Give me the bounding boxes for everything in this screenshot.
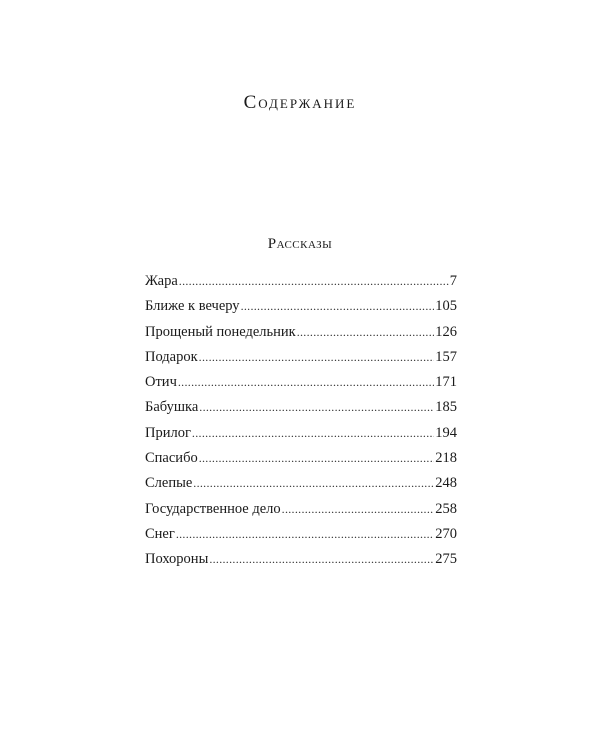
dot-leader [297, 320, 435, 345]
toc-entry-page: 185 [435, 399, 457, 416]
toc-entry [145, 446, 457, 471]
toc-entry-page: 218 [435, 450, 457, 467]
dot-leader [282, 497, 435, 522]
toc-entry-title: Прощеный понедельник [145, 323, 296, 340]
toc-entry [145, 497, 457, 522]
toc-entry-page: 7 [449, 273, 457, 289]
toc-entry-page: 270 [435, 525, 457, 542]
toc-entry-page: 126 [435, 323, 457, 340]
toc-entry-page: 275 [435, 551, 457, 568]
toc-entry-title: Отич [145, 374, 177, 391]
toc-entry-page: 194 [435, 424, 457, 441]
toc-entry-title: Жара [145, 273, 178, 289]
dot-leader [209, 547, 434, 572]
toc-entry-page: 248 [435, 475, 457, 492]
toc-entry-title: Слепые [145, 475, 193, 492]
toc-entry [145, 471, 457, 496]
toc-entry [145, 345, 457, 370]
dot-leader [192, 421, 434, 446]
toc-entry [145, 370, 457, 395]
dot-leader [178, 370, 434, 395]
toc-entry-page: 258 [435, 500, 457, 517]
toc-entry-page: 105 [435, 298, 457, 315]
toc-entry [145, 421, 457, 446]
dot-leader [179, 269, 449, 294]
toc-entry-title: Спасибо [145, 450, 198, 467]
toc-entry-title: Снег [145, 525, 175, 542]
dot-leader [193, 471, 434, 496]
toc-entry-title: Похороны [145, 551, 209, 568]
toc-entry-title: Бабушка [145, 399, 199, 416]
toc-entry [145, 269, 457, 294]
toc-entry [145, 522, 457, 547]
toc-entry-title: Ближе к вечеру [145, 298, 240, 315]
toc-entry-page: 157 [435, 348, 457, 365]
dot-leader [199, 395, 434, 420]
dot-leader [199, 446, 435, 471]
page-title: Содержание [243, 92, 357, 113]
dot-leader [176, 522, 434, 547]
toc-entry [145, 395, 457, 420]
toc-entry [145, 547, 457, 572]
toc-entry-title: Подарок [145, 348, 198, 365]
dot-leader [241, 294, 435, 319]
toc-entry-title: Прилог [145, 424, 191, 441]
toc-entry-page: 171 [435, 374, 457, 391]
toc-entry [145, 320, 457, 345]
table-of-contents [145, 269, 457, 573]
dot-leader [199, 345, 435, 370]
toc-entry-title: Государственное дело [145, 500, 281, 517]
toc-entry [145, 294, 457, 319]
section-title: Рассказы [267, 236, 333, 252]
